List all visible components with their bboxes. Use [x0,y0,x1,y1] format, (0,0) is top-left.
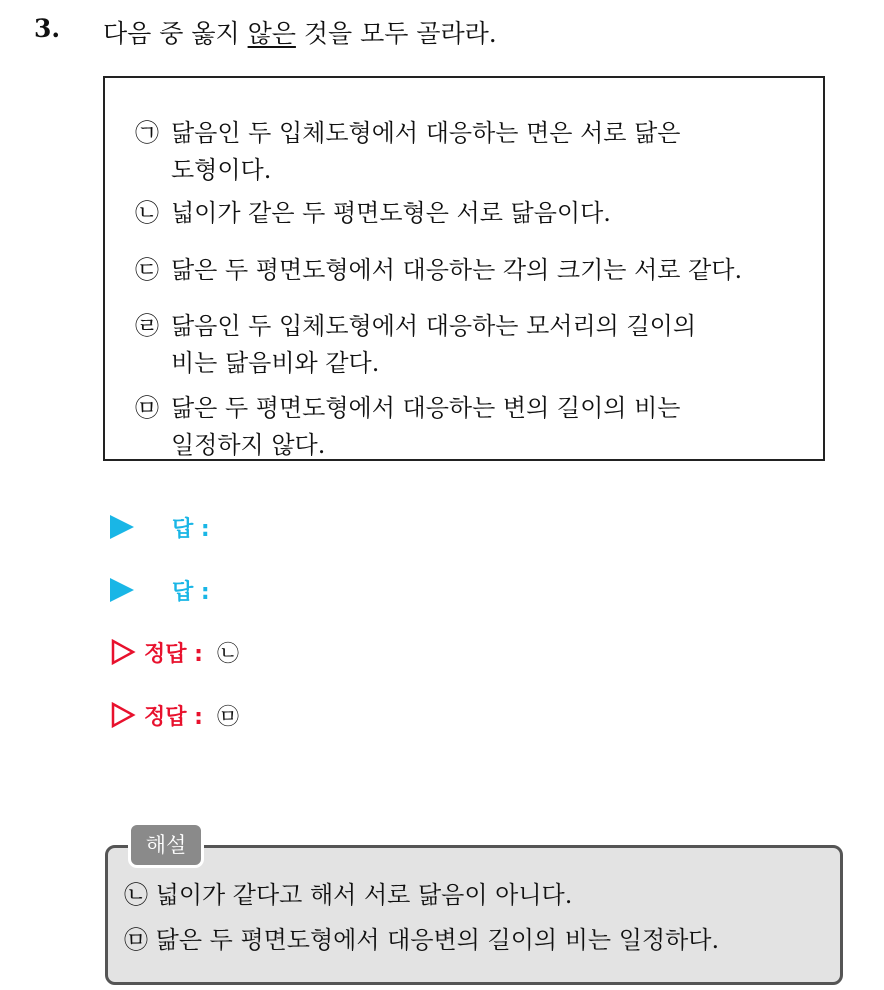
statement-text-continued: 일정하지 않다. [171,431,326,459]
explanation-line-1: ㉡ 넓이가 같다고 해서 서로 닮음이 아니다. [124,881,573,909]
statement-4 [135,308,696,382]
correct-answer-value: ㉡ [216,641,239,667]
answer-label: 답 : [172,579,210,605]
question-text-before: 다음 중 옳지 [103,19,248,48]
explanation-line-2: ㉤ 닮은 두 평면도형에서 대응변의 길이의 비는 일정하다. [124,926,720,954]
statement-text: 닮음인 두 입체도형에서 대응하는 모서리의 길이의 [171,312,697,340]
statement-text: 넓이가 같은 두 평면도형은 서로 닮음이다. [171,199,611,227]
statement-text-continued: 도형이다. [171,156,272,184]
outline-triangle-icon [110,702,136,728]
play-triangle-icon [110,578,134,602]
play-triangle-icon [110,515,134,539]
correct-answer-label: 정답 : [144,704,203,730]
statement-5 [135,390,680,464]
statement-mark: ㉠ [135,119,159,147]
statement-mark: ㉡ [135,199,159,227]
answer-row-1 [110,512,210,542]
statement-3 [135,252,742,289]
statement-text: 닮은 두 평면도형에서 대응하는 변의 길이의 비는 [171,394,681,422]
statement-1 [135,115,680,189]
statement-2 [135,195,611,232]
question-text-after: 것을 모두 골라라. [295,19,497,48]
question-text [103,14,497,50]
statement-text: 닮은 두 평면도형에서 대응하는 각의 크기는 서로 같다. [171,256,743,284]
correct-answer-row-1 [110,637,239,667]
statement-mark: ㉣ [135,312,159,340]
question-number: 3. [34,14,61,43]
correct-answer-value: ㉤ [216,704,239,730]
statement-mark: ㉤ [135,394,159,422]
statement-text: 닮음인 두 입체도형에서 대응하는 면은 서로 닮은 [171,119,681,147]
answer-label: 답 : [172,516,210,542]
correct-answer-label: 정답 : [144,641,203,667]
outline-triangle-icon [110,639,136,665]
explanation-tag: 해설 [128,822,204,868]
statement-box [103,76,825,461]
correct-answer-row-2 [110,700,239,730]
statement-mark: ㉢ [135,256,159,284]
question-text-underlined: 않은 [247,19,296,48]
explanation-box [105,845,843,985]
answer-row-2 [110,575,210,605]
statement-text-continued: 비는 닮음비와 같다. [171,349,380,377]
